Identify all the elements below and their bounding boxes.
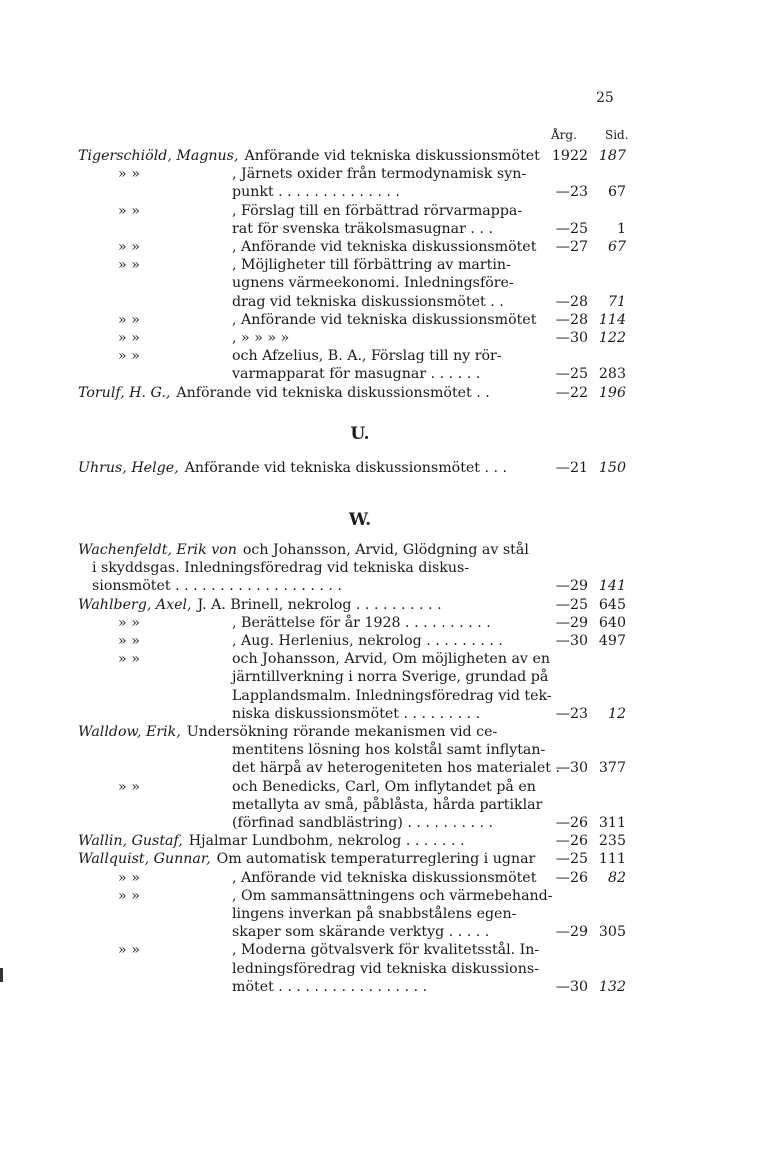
entry-page: 305 <box>598 924 626 941</box>
column-header-page: Sid. <box>605 128 629 142</box>
author-repeat-mark: » » <box>118 633 140 649</box>
entry-title: ledningsföredrag vid tekniska diskussions- <box>232 960 539 977</box>
entry-title: Om automatisk temperaturreglering i ugnar <box>216 851 536 868</box>
entry-page: 111 <box>598 851 626 868</box>
index-entry-line <box>0 256 776 274</box>
index-entry-line <box>0 723 776 741</box>
entry-title: mötet . . . . . . . . . . . . . . . . . <box>232 978 428 995</box>
entry-year: —28 <box>555 293 588 310</box>
index-entry-line <box>0 705 776 723</box>
index-entry-line <box>0 923 776 941</box>
index-entry-line <box>0 293 776 311</box>
index-entry-line <box>0 614 776 632</box>
author-name: Wallquist, Gunnar, <box>78 851 211 868</box>
author-name: Torulf, H. G., <box>78 384 171 401</box>
entry-year: —25 <box>555 851 588 868</box>
entry-page: 311 <box>598 815 626 831</box>
entry-title: sionsmötet . . . . . . . . . . . . . . . . . . . <box>92 578 342 595</box>
entry-title: ugnens värmeekonomi. Inledningsföre- <box>232 275 514 292</box>
entry-year: —23 <box>555 705 588 722</box>
entry-title: , Möjligheter till förbättring av martin- <box>232 257 511 274</box>
index-entry-line <box>0 796 776 814</box>
entry-year: —27 <box>555 239 588 255</box>
entry-title: drag vid tekniska diskussionsmötet . . <box>232 293 504 310</box>
entry-title: niska diskussionsmötet . . . . . . . . . <box>232 705 481 722</box>
column-header-year: Årg. <box>551 128 577 142</box>
entry-title: i skyddsgas. Inledningsföredrag vid tekniska diskus- <box>92 560 470 577</box>
author-repeat-mark: » » <box>118 869 140 886</box>
entry-title: Anförande vid tekniska diskussionsmötet <box>244 148 540 164</box>
entry-page: 187 <box>598 148 626 164</box>
entry-title: , Anförande vid tekniska diskussionsmötet <box>232 311 537 328</box>
index-entry-line <box>0 778 776 796</box>
index-entry-line <box>0 869 776 887</box>
entry-page: 497 <box>598 633 626 649</box>
entry-page: 150 <box>598 460 626 476</box>
entry-title: metallyta av små, påblåsta, hårda partiklar <box>232 796 543 813</box>
index-entry-line <box>0 632 776 650</box>
entry-year: —21 <box>555 460 588 476</box>
entry-title: rat för svenska träkolsmasugnar . . . <box>232 220 493 237</box>
index-entry-line <box>0 202 776 220</box>
entry-year: —30 <box>555 978 588 995</box>
entry-page: 640 <box>598 614 626 631</box>
entry-title: , Berättelse för år 1928 . . . . . . . . . . <box>232 614 491 631</box>
section-letter-w: W. <box>348 510 372 530</box>
entry-title: det härpå av heterogeniteten hos materialet . <box>232 760 560 777</box>
entry-year: —25 <box>555 366 588 383</box>
entry-title: (förfinad sandblästring) . . . . . . . . . . <box>232 815 494 831</box>
entry-title: Undersökning rörande mekanismen vid ce- <box>186 724 498 740</box>
entry-title: , Anförande vid tekniska diskussionsmötet <box>232 869 537 886</box>
author-name: Tigerschiöld, Magnus, <box>78 148 239 164</box>
index-entry-line <box>0 941 776 959</box>
index-entry-line <box>0 687 776 705</box>
entry-page: 645 <box>598 596 626 613</box>
index-entry-line <box>0 311 776 329</box>
index-entry-line <box>0 238 776 256</box>
entry-page: 114 <box>598 311 626 328</box>
entry-page: 12 <box>607 705 626 722</box>
entry-title: , Moderna götvalsverk för kvalitetsstål. In- <box>232 942 540 959</box>
index-entry-line <box>0 347 776 365</box>
entry-title: , Förslag till en förbättrad rörvarmappa- <box>232 202 523 219</box>
entry-year: —30 <box>555 330 588 346</box>
index-entry-line <box>0 274 776 292</box>
author-repeat-mark: » » <box>118 330 140 346</box>
index-entry-line <box>0 365 776 383</box>
index-entry-line <box>0 220 776 238</box>
entry-page: 122 <box>598 330 626 346</box>
entry-year: —30 <box>555 633 588 649</box>
entry-title: Anförande vid tekniska diskussionsmötet . . <box>176 384 490 401</box>
author-repeat-mark: » » <box>118 942 140 959</box>
entry-title: , Aug. Herlenius, nekrolog . . . . . . . . . <box>232 633 503 649</box>
author-repeat-mark: » » <box>118 239 140 255</box>
index-entry-line <box>0 960 776 978</box>
index-entry-line <box>0 165 776 183</box>
entry-page: 235 <box>598 833 626 850</box>
index-entry-line <box>0 147 776 165</box>
author-name: Wallin, Gustaf, <box>78 833 183 850</box>
entry-year: —26 <box>555 833 588 850</box>
index-entry-line <box>0 559 776 577</box>
entry-year: 1922 <box>551 148 588 164</box>
index-entry-line <box>0 668 776 686</box>
author-name: Wachenfeldt, Erik von <box>78 542 237 558</box>
author-repeat-mark: » » <box>118 778 140 795</box>
entry-title: och Johansson, Arvid, Om möjligheten av en <box>232 651 550 668</box>
index-entry-line <box>0 978 776 996</box>
author-repeat-mark: » » <box>118 166 140 183</box>
entry-title: och Benedicks, Carl, Om inflytandet på en <box>232 778 536 795</box>
index-entry-line <box>0 596 776 614</box>
entry-title: och Afzelius, B. A., Förslag till ny rör- <box>232 348 502 365</box>
entry-page: 71 <box>607 293 626 310</box>
index-entry-line <box>0 329 776 347</box>
entry-year: —26 <box>555 815 588 831</box>
entry-year: —22 <box>555 384 588 401</box>
entry-page: 82 <box>607 869 626 886</box>
index-entry-line <box>0 814 776 832</box>
index-entry-line <box>0 541 776 559</box>
entry-year: —25 <box>555 220 588 237</box>
index-entry-line <box>0 459 776 477</box>
index-entry-line <box>0 741 776 759</box>
entry-page: 377 <box>598 760 626 777</box>
entry-year: —29 <box>555 614 588 631</box>
author-name: Wahlberg, Axel, <box>78 596 192 613</box>
entry-title: , Anförande vid tekniska diskussionsmötet <box>232 239 537 255</box>
author-repeat-mark: » » <box>118 887 140 904</box>
entry-title: järntillverkning i norra Sverige, grundad på <box>232 669 549 686</box>
index-entry-line <box>0 650 776 668</box>
entry-page: 196 <box>598 384 626 401</box>
index-entry-line <box>0 759 776 777</box>
index-entry-line <box>0 183 776 201</box>
page-number: 25 <box>596 90 614 106</box>
author-name: Uhrus, Helge, <box>78 460 179 476</box>
index-entry-line <box>0 905 776 923</box>
author-repeat-mark: » » <box>118 348 140 365</box>
author-repeat-mark: » » <box>118 257 140 274</box>
section-letter-u: U. <box>350 424 370 444</box>
index-entry-line <box>0 577 776 595</box>
entry-title: J. A. Brinell, nekrolog . . . . . . . . . . <box>197 596 442 613</box>
entry-title: lingens inverkan på snabbstålens egen- <box>232 906 517 922</box>
entry-year: —23 <box>555 184 588 201</box>
entry-title: , Järnets oxider från termodynamisk syn- <box>232 166 527 183</box>
entry-page: 283 <box>598 366 626 383</box>
entry-year: —25 <box>555 596 588 613</box>
entry-year: —26 <box>555 869 588 886</box>
entry-title: och Johansson, Arvid, Glödgning av stål <box>242 542 529 558</box>
entry-year: —30 <box>555 760 588 777</box>
entry-page: 1 <box>616 220 626 237</box>
entry-title: Hjalmar Lundbohm, nekrolog . . . . . . . <box>188 833 465 850</box>
author-repeat-mark: » » <box>118 614 140 631</box>
entry-page: 67 <box>607 239 626 255</box>
entry-title: Anförande vid tekniska diskussionsmötet . . . <box>184 460 508 476</box>
index-entry-line <box>0 887 776 905</box>
author-repeat-mark: » » <box>118 202 140 219</box>
entry-title: varmapparat för masugnar . . . . . . <box>232 366 481 383</box>
entry-page: 141 <box>598 578 626 595</box>
index-entry-line <box>0 832 776 850</box>
entry-title: mentitens lösning hos kolstål samt inflytan- <box>232 742 546 759</box>
entry-year: —28 <box>555 311 588 328</box>
author-name: Walldow, Erik, <box>78 724 181 740</box>
entry-title: , Om sammansättningens och värmebehand- <box>232 887 553 904</box>
entry-page: 132 <box>598 978 626 995</box>
entry-title: Lapplandsmalm. Inledningsföredrag vid tek- <box>232 687 552 704</box>
entry-title: punkt . . . . . . . . . . . . . . <box>232 184 400 201</box>
entry-title: , » » » » <box>232 330 290 346</box>
entry-year: —29 <box>555 924 588 941</box>
entry-title: skaper som skärande verktyg . . . . . <box>232 924 490 941</box>
author-repeat-mark: » » <box>118 311 140 328</box>
author-repeat-mark: » » <box>118 651 140 668</box>
entry-year: —29 <box>555 578 588 595</box>
index-entry-line <box>0 384 776 402</box>
scan-edge-mark <box>0 968 3 982</box>
entry-page: 67 <box>607 184 626 201</box>
index-entry-line <box>0 850 776 868</box>
